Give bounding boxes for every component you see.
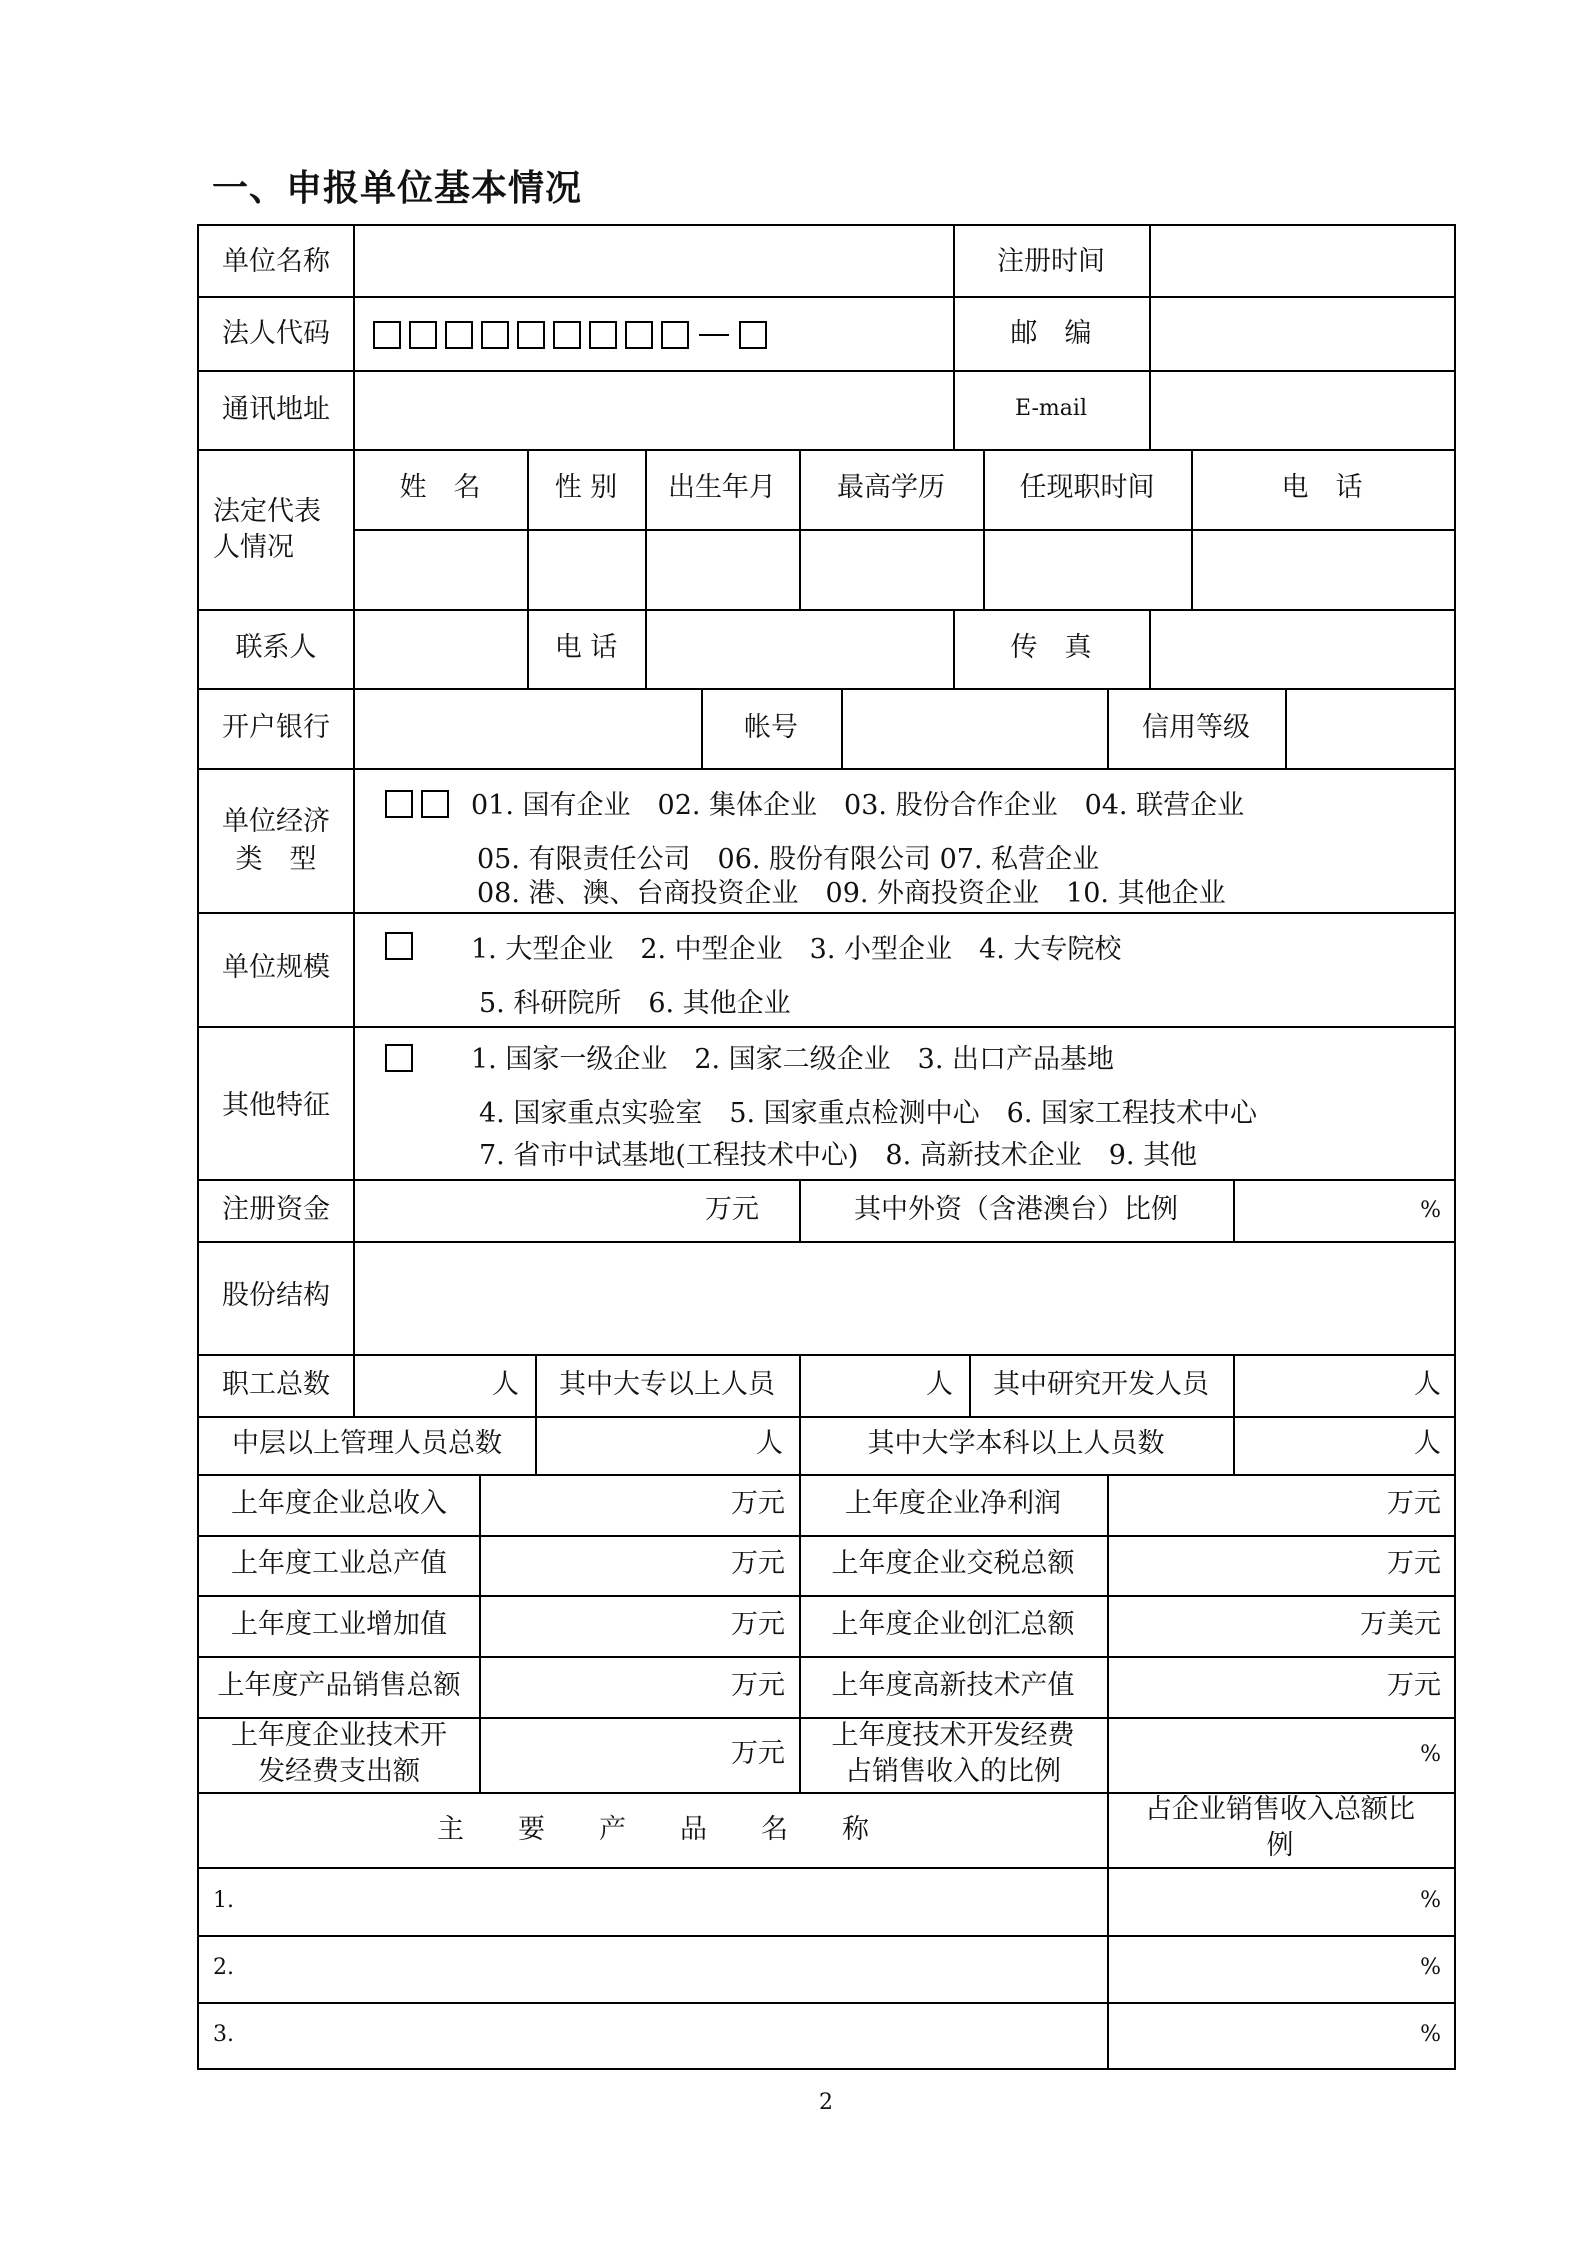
bachelor-label: 其中大学本科以上人员数 (867, 1428, 1165, 1459)
row-divider (199, 1935, 1454, 1937)
col-divider (1107, 688, 1109, 768)
col-divider (1149, 609, 1151, 688)
legal-code-boxes (373, 321, 767, 349)
checkbox[interactable] (421, 790, 449, 818)
scale-options: 5. 科研院所 6. 其他企业 (479, 988, 791, 1019)
legal-rep-header: 最高学历 (837, 472, 945, 503)
scale-options: 1. 大型企业 2. 中型企业 3. 小型企业 4. 大专院校 (471, 934, 1122, 965)
row-divider (199, 2002, 1454, 2004)
products-ratio-header: 例 (1266, 1830, 1294, 1861)
code-check-box[interactable] (739, 321, 767, 349)
email-label: E-mail (1015, 396, 1087, 421)
page-number: 2 (819, 2090, 833, 2115)
row-divider (199, 1867, 1454, 1869)
col-divider (1233, 1416, 1235, 1474)
col-divider (1149, 226, 1151, 449)
col-divider (535, 1416, 537, 1474)
code-separator (699, 334, 729, 336)
section-title: 一、申报单位基本情况 (212, 167, 583, 209)
col-divider (1191, 449, 1193, 609)
econ-type-options: 05. 有限责任公司 06. 股份有限公司 07. 私营企业 (477, 844, 1100, 875)
tech-dev-label: 发经费支出额 (258, 1756, 420, 1787)
managers-unit: 人 (756, 1428, 783, 1459)
tech-dev-unit: 万元 (731, 1738, 785, 1769)
col-divider (353, 609, 355, 688)
econ-type-code-boxes (385, 790, 449, 818)
row-divider (199, 912, 1454, 914)
fax-label: 传 真 (1010, 632, 1092, 663)
finance-right-unit: 万元 (1387, 1488, 1441, 1519)
code-digit-box[interactable] (373, 321, 401, 349)
code-digit-box[interactable] (589, 321, 617, 349)
scale-code-box (385, 932, 413, 960)
col-divider (353, 688, 355, 768)
reg-time-label: 注册时间 (997, 246, 1105, 277)
col-divider (645, 609, 647, 688)
finance-left-unit: 万元 (731, 1670, 785, 1701)
finance-left-unit: 万元 (731, 1548, 785, 1579)
finance-left-unit: 万元 (731, 1488, 785, 1519)
col-divider (1285, 688, 1287, 768)
col-divider (799, 449, 801, 609)
code-digit-box[interactable] (553, 321, 581, 349)
code-digit-box[interactable] (445, 321, 473, 349)
product-ratio-unit: % (1420, 1955, 1441, 1980)
postcode-label: 邮 编 (1010, 318, 1092, 349)
col-divider (527, 449, 529, 609)
features-options: 7. 省市中试基地(工程技术中心) 8. 高新技术企业 9. 其他 (479, 1140, 1198, 1171)
code-digit-box[interactable] (661, 321, 689, 349)
capital-unit: 万元 (705, 1194, 759, 1225)
row-divider (199, 1354, 1454, 1356)
col-divider (799, 1416, 801, 1474)
finance-right-label: 上年度企业创汇总额 (831, 1609, 1075, 1640)
foreign-ratio-unit: % (1420, 1198, 1441, 1223)
code-digit-box[interactable] (481, 321, 509, 349)
row-divider (199, 609, 1454, 611)
row-divider (199, 1179, 1454, 1181)
finance-left-label: 上年度工业总产值 (231, 1548, 447, 1579)
capital-label: 注册资金 (222, 1194, 330, 1225)
col-divider (353, 226, 355, 449)
row-divider (199, 1656, 1454, 1658)
col-divider (983, 449, 985, 609)
credit-label: 信用等级 (1142, 712, 1250, 743)
col-divider (1233, 1354, 1235, 1416)
finance-right-label: 上年度高新技术产值 (831, 1670, 1075, 1701)
finance-right-unit: 万元 (1387, 1548, 1441, 1579)
account-label: 帐号 (744, 712, 798, 743)
managers-label: 中层以上管理人员总数 (232, 1428, 502, 1459)
col-divider (799, 1354, 801, 1416)
econ-type-label: 类 型 (235, 844, 317, 875)
col-divider (953, 226, 955, 449)
features-options: 4. 国家重点实验室 5. 国家重点检测中心 6. 国家工程技术中心 (479, 1098, 1258, 1129)
features-label: 其他特征 (222, 1090, 330, 1121)
col-divider (841, 688, 843, 768)
col-divider (799, 1179, 801, 1241)
tech-dev-label: 上年度企业技术开 (231, 1720, 447, 1751)
col-divider (353, 1354, 355, 1416)
row-divider (199, 1595, 1454, 1597)
legal-rep-label: 法定代表人情况 (213, 496, 321, 563)
address-label: 通讯地址 (222, 394, 330, 425)
col-divider (353, 449, 355, 609)
legal-rep-header: 性 别 (554, 472, 618, 503)
finance-right-unit: 万元 (1387, 1670, 1441, 1701)
finance-right-unit: 万美元 (1360, 1609, 1441, 1640)
basic-info-form (197, 224, 1456, 2070)
product-number: 1. (213, 1888, 234, 1913)
tech-ratio-label: 占销售收入的比例 (845, 1756, 1061, 1787)
col-divider (527, 609, 529, 688)
rd-staff-label: 其中研究开发人员 (993, 1369, 1209, 1400)
row-divider (353, 529, 1454, 531)
product-ratio-unit: % (1420, 2022, 1441, 2047)
contact-phone-label: 电 话 (554, 632, 618, 663)
col-divider (969, 1354, 971, 1416)
checkbox[interactable] (385, 932, 413, 960)
tech-ratio-label: 上年度技术开发经费 (831, 1720, 1075, 1751)
row-divider (199, 768, 1454, 770)
row-divider (199, 1474, 1454, 1476)
foreign-ratio-label: 其中外资（含港澳台）比例 (854, 1194, 1178, 1225)
row-divider (199, 1535, 1454, 1537)
legal-code-label: 法人代码 (222, 318, 330, 349)
row-divider (199, 1717, 1454, 1719)
tech-ratio-unit: % (1420, 1742, 1441, 1767)
bank-label: 开户银行 (222, 712, 330, 743)
legal-rep-header: 电 话 (1281, 472, 1363, 503)
finance-left-label: 上年度企业总收入 (231, 1488, 447, 1519)
col-divider (953, 609, 955, 688)
finance-left-unit: 万元 (731, 1609, 785, 1640)
col-divider (353, 768, 355, 1179)
features-code-box (385, 1044, 413, 1072)
col-divider (535, 1354, 537, 1416)
contact-label: 联系人 (235, 632, 317, 663)
rd-staff-unit: 人 (1414, 1369, 1441, 1400)
product-number: 3. (213, 2022, 234, 2047)
product-number: 2. (213, 1955, 234, 1980)
row-divider (199, 1416, 1454, 1418)
finance-left-label: 上年度工业增加值 (231, 1609, 447, 1640)
code-digit-box[interactable] (517, 321, 545, 349)
econ-type-options: 08. 港、澳、台商投资企业 09. 外商投资企业 10. 其他企业 (477, 878, 1226, 909)
col-divider (353, 1179, 355, 1241)
row-divider (199, 688, 1454, 690)
bachelor-unit: 人 (1414, 1428, 1441, 1459)
product-ratio-unit: % (1420, 1888, 1441, 1913)
code-digit-box[interactable] (625, 321, 653, 349)
unit-name-label: 单位名称 (222, 246, 330, 277)
college-staff-label: 其中大专以上人员 (559, 1369, 775, 1400)
col-divider (645, 449, 647, 609)
staff-label: 职工总数 (222, 1369, 330, 1400)
legal-rep-header: 姓 名 (399, 472, 481, 503)
col-divider (1107, 1792, 1109, 2068)
equity-label: 股份结构 (222, 1280, 330, 1311)
code-digit-box[interactable] (409, 321, 437, 349)
row-divider (199, 1241, 1454, 1243)
row-divider (199, 370, 1454, 372)
finance-right-label: 上年度企业净利润 (845, 1488, 1061, 1519)
legal-rep-header: 出生年月 (668, 472, 776, 503)
col-divider (353, 1241, 355, 1354)
col-divider (799, 1474, 801, 1792)
checkbox[interactable] (385, 790, 413, 818)
finance-right-label: 上年度企业交税总额 (831, 1548, 1075, 1579)
col-divider (1107, 1474, 1109, 1792)
row-divider (199, 296, 1454, 298)
scale-label: 单位规模 (222, 952, 330, 983)
college-staff-unit: 人 (926, 1369, 953, 1400)
finance-left-label: 上年度产品销售总额 (217, 1670, 461, 1701)
products-ratio-header: 占企业销售收入总额比 (1145, 1794, 1415, 1825)
row-divider (199, 449, 1454, 451)
econ-type-label: 单位经济 (222, 806, 330, 837)
checkbox[interactable] (385, 1044, 413, 1072)
col-divider (1233, 1179, 1235, 1241)
row-divider (199, 1026, 1454, 1028)
features-options: 1. 国家一级企业 2. 国家二级企业 3. 出口产品基地 (471, 1044, 1115, 1075)
econ-type-options: 01. 国有企业 02. 集体企业 03. 股份合作企业 04. 联营企业 (471, 790, 1245, 821)
staff-unit: 人 (492, 1369, 519, 1400)
col-divider (701, 688, 703, 768)
legal-rep-header: 任现职时间 (1019, 472, 1155, 503)
col-divider (479, 1474, 481, 1792)
products-header: 主 要 产 品 名 称 (437, 1814, 869, 1845)
